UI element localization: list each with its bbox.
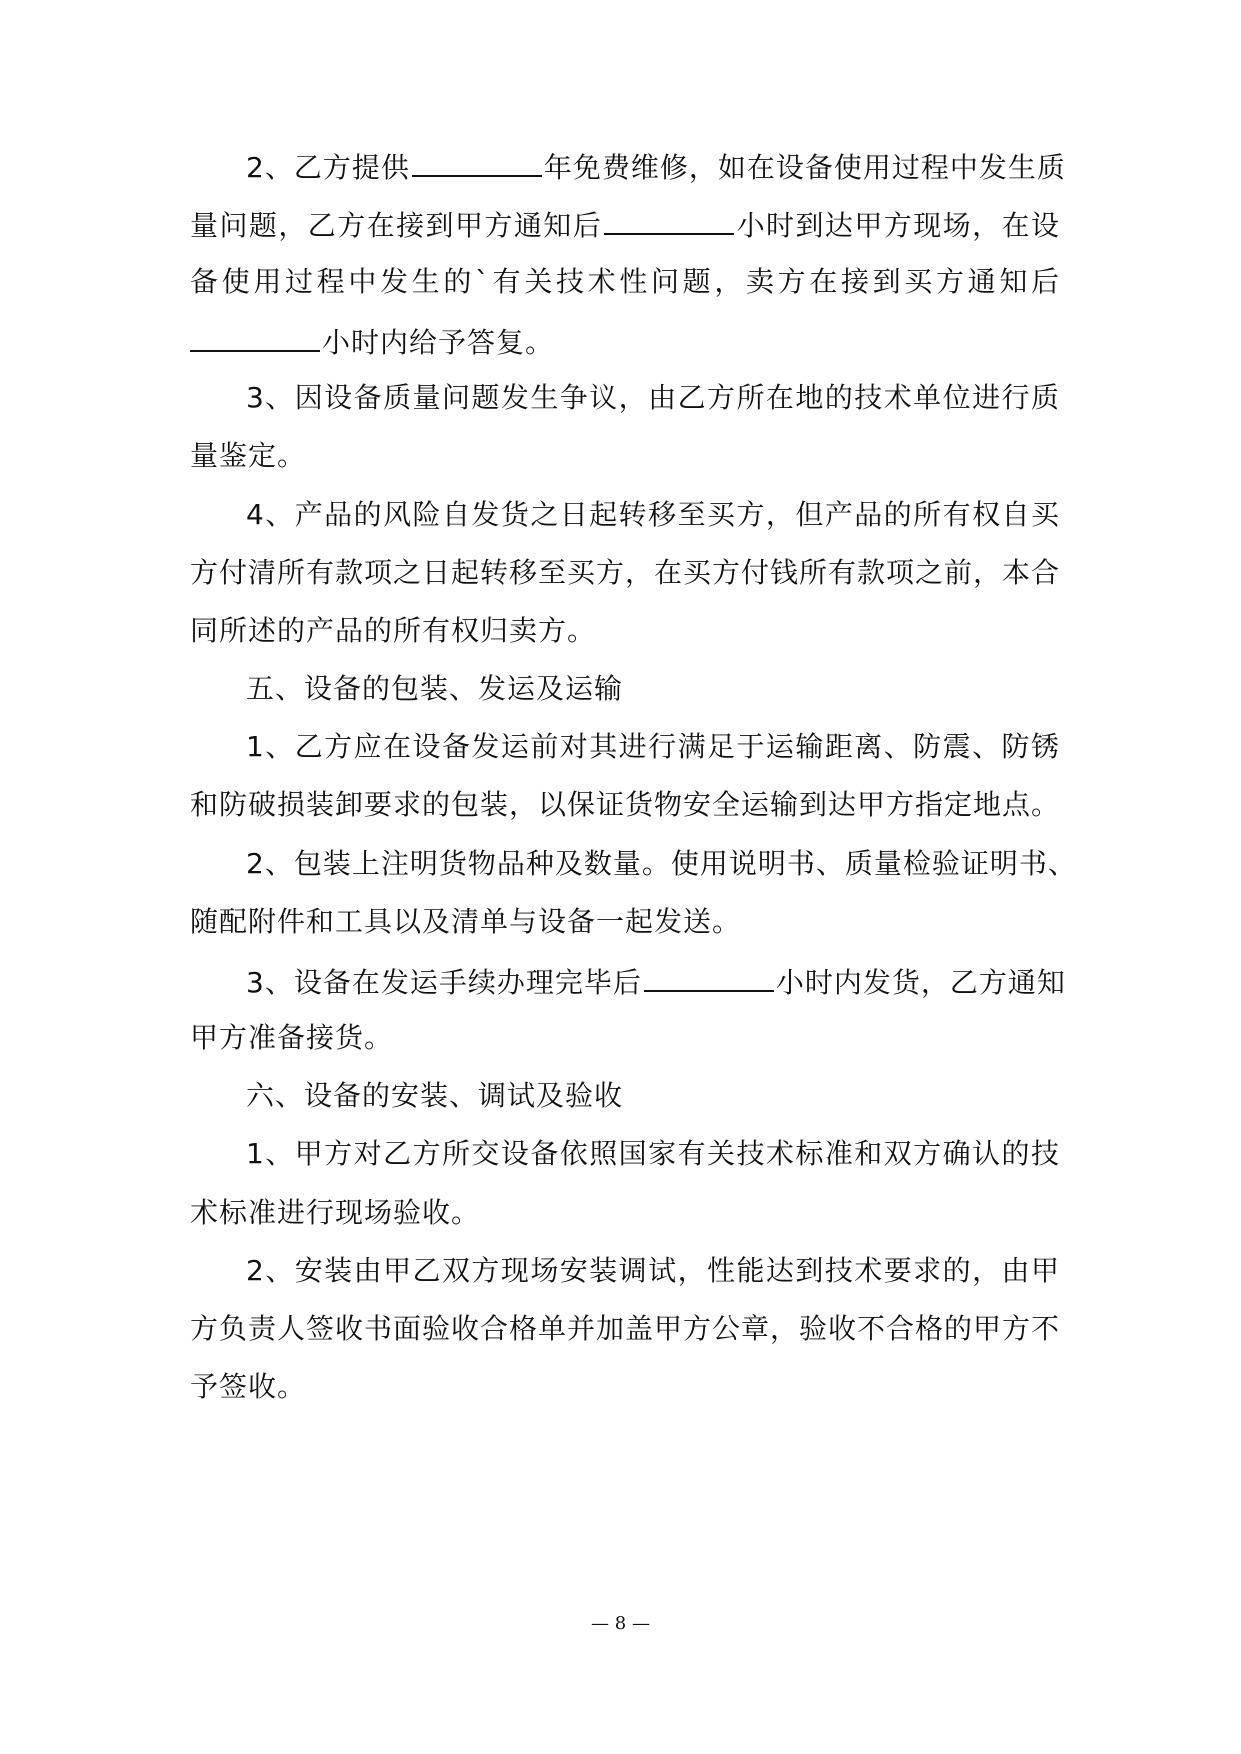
text-fragment: 小时到达甲方现场，在设	[736, 209, 1060, 242]
warranty-line-2	[190, 203, 1060, 246]
fill-in-blank[interactable]	[644, 960, 774, 992]
text-fragment: 3、设备在发运手续办理完毕后	[246, 966, 642, 999]
risk-line-1: 4、产品的风险自发货之日起转移至买方，但产品的所有权自买	[246, 498, 1060, 531]
text-fragment: 年免费维修，如在设备使用过程中发生质	[543, 151, 1066, 184]
labeling-line-2: 随配附件和工具以及清单与设备一起发送。	[190, 905, 742, 938]
section-6-heading: 六、设备的安装、调试及验收	[246, 1079, 624, 1112]
labeling-line-1: 2、包装上注明货物品种及数量。使用说明书、质量检验证明书、	[246, 847, 1077, 880]
installation-line-3: 予签收。	[190, 1370, 307, 1403]
text-fragment: 量问题，乙方在接到甲方通知后	[190, 209, 603, 242]
fill-in-blank[interactable]	[190, 320, 320, 352]
shipping-line-2: 甲方准备接货。	[190, 1021, 394, 1054]
packaging-line-2: 和防破损装卸要求的包装，以保证货物安全运输到达甲方指定地点。	[190, 788, 1061, 821]
page-number: — 8 —	[591, 1613, 650, 1634]
text-fragment: 2、乙方提供	[246, 151, 410, 184]
shipping-line-1	[246, 960, 1066, 1003]
text-fragment: 小时内发货，乙方通知	[775, 966, 1066, 999]
acceptance-line-1: 1、甲方对乙方所交设备依照国家有关技术标准和双方确认的技	[246, 1137, 1060, 1170]
acceptance-line-2: 术标准进行现场验收。	[190, 1196, 481, 1229]
dispute-line-1: 3、因设备质量问题发生争议，由乙方所在地的技术单位进行质	[246, 381, 1060, 414]
fill-in-blank[interactable]	[604, 203, 734, 235]
warranty-line-4	[190, 320, 1060, 363]
risk-line-2: 方付清所有款项之日起转移至买方，在买方付钱所有款项之前，本合	[190, 556, 1061, 589]
risk-line-3: 同所述的产品的所有权归卖方。	[190, 614, 597, 647]
installation-line-1: 2、安装由甲乙双方现场安装调试，性能达到技术要求的，由甲	[246, 1254, 1060, 1287]
installation-line-2: 方负责人签收书面验收合格单并加盖甲方公章，验收不合格的甲方不	[190, 1312, 1061, 1345]
dispute-line-2: 量鉴定。	[190, 439, 307, 472]
warranty-line-1	[246, 145, 1066, 188]
section-5-heading: 五、设备的包装、发运及运输	[246, 672, 624, 705]
warranty-line-3: 备使用过程中发生的`有关技术性问题，卖方在接到买方通知后	[190, 265, 1060, 298]
text-fragment: 小时内给予答复。	[322, 326, 555, 359]
fill-in-blank[interactable]	[412, 145, 542, 177]
packaging-line-1: 1、乙方应在设备发运前对其进行满足于运输距离、防震、防锈	[246, 730, 1060, 763]
